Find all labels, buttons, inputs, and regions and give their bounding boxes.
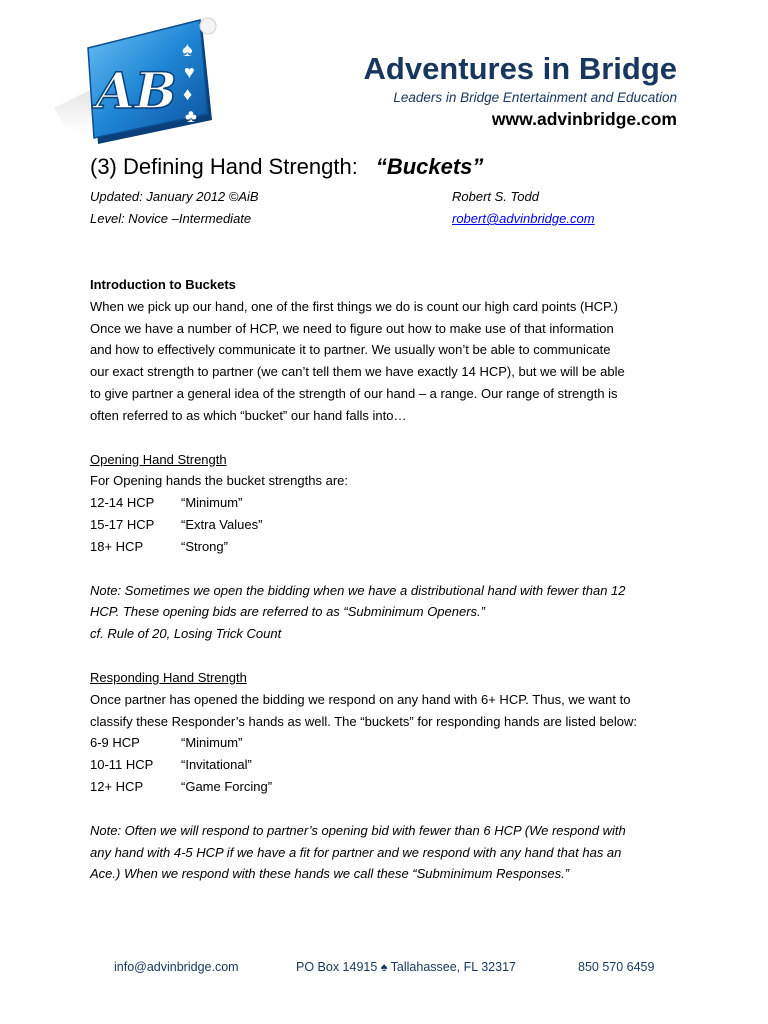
bucket-range: 10-11 HCP — [90, 757, 154, 773]
document-body — [90, 150, 690, 885]
bucket-label: “Game Forcing” — [181, 778, 273, 794]
opening-intro: For Opening hands the bucket strengths are: — [90, 473, 348, 489]
footer-email[interactable]: info@advinbridge.com — [114, 960, 239, 974]
intro-line: our exact strength to partner (we can’t tell them we have exactly 14 HCP), but we will be able — [90, 364, 625, 380]
responding-line: classify these Responder’s hands as well. The “buckets” for responding hands are listed below: — [90, 713, 638, 729]
title-prefix: (3) Defining Hand Strength: — [90, 154, 358, 179]
note-line: Note: Sometimes we open the bidding when we have a distributional hand with fewer than 12 — [90, 582, 626, 598]
opening-heading: Opening Hand Strength — [90, 451, 227, 467]
bucket-label: “Minimum” — [181, 495, 243, 511]
footer-phone: 850 570 6459 — [578, 960, 655, 974]
bucket-row — [90, 776, 690, 798]
svg-text:♠: ♠ — [182, 39, 193, 61]
note-line: Ace.) When we respond with these hands we call these “Subminimum Responses.” — [90, 866, 570, 882]
bucket-row — [90, 492, 690, 514]
bucket-row — [90, 732, 690, 754]
intro-paragraph — [90, 296, 690, 427]
logo-text: AB — [96, 61, 178, 120]
svg-text:♣: ♣ — [185, 106, 197, 126]
intro-line: Once we have a number of HCP, we need to figure out how to make use of that information — [90, 320, 614, 336]
responding-line: Once partner has opened the bidding we respond on any hand with 6+ HCP. Thus, we want to — [90, 691, 631, 707]
updated-date: Updated: January 2012 ©AiB — [90, 189, 259, 204]
opening-note — [90, 580, 690, 645]
brand-tagline: Leaders in Bridge Entertainment and Education — [393, 90, 677, 105]
bucket-label: “Strong” — [181, 538, 228, 554]
bucket-row — [90, 536, 690, 558]
bucket-range: 18+ HCP — [90, 538, 144, 554]
ab-logo-graphic — [52, 16, 224, 148]
bucket-range: 6-9 HCP — [90, 735, 140, 751]
note-line: cf. Rule of 20, Losing Trick Count — [90, 626, 282, 642]
intro-line: and how to effectively communicate it to partner. We usually won’t be able to communicate — [90, 342, 611, 358]
bucket-row — [90, 514, 690, 536]
footer-address: PO Box 14915 ♠ Tallahassee, FL 32317 — [296, 960, 516, 974]
note-line: Note: Often we will respond to partner’s opening bid with fewer than 6 HCP (We respond with — [90, 822, 626, 838]
brand-header — [364, 50, 678, 130]
svg-text:♦: ♦ — [183, 84, 193, 104]
bucket-range: 15-17 HCP — [90, 516, 155, 532]
author-name: Robert S. Todd — [452, 189, 539, 204]
bucket-range: 12-14 HCP — [90, 495, 155, 511]
page-title — [90, 150, 690, 184]
title-emphasis: “Buckets” — [375, 154, 484, 179]
bucket-label: “Invitational” — [181, 757, 252, 773]
level: Level: Novice –Intermediate — [90, 211, 252, 226]
note-line: HCP. These opening bids are referred to as “Subminimum Openers.” — [90, 604, 486, 620]
note-line: any hand with 4-5 HCP if we have a fit for partner and we respond with any hand that has an — [90, 844, 622, 860]
brand-title: Adventures in Bridge — [363, 51, 677, 86]
responding-heading: Responding Hand Strength — [90, 669, 247, 685]
doc-meta — [90, 186, 690, 230]
intro-line: When we pick up our hand, one of the first things we do is count our high card points (HCP.) — [90, 298, 618, 314]
bucket-range: 12+ HCP — [90, 778, 144, 794]
bucket-label: “Extra Values” — [181, 516, 263, 532]
ab-logo — [52, 16, 224, 148]
intro-line: to give partner a general idea of the strength of our hand – a range. Our range of strength is — [90, 385, 618, 401]
brand-url[interactable]: www.advinbridge.com — [491, 109, 677, 129]
svg-text:♥: ♥ — [184, 62, 195, 82]
intro-heading: Introduction to Buckets — [90, 277, 236, 292]
bucket-label: “Minimum” — [181, 735, 243, 751]
intro-line: often referred to as which “bucket” our hand falls into… — [90, 407, 407, 423]
bucket-row — [90, 754, 690, 776]
author-email-link[interactable]: robert@advinbridge.com — [452, 211, 595, 226]
responding-note — [90, 820, 690, 885]
